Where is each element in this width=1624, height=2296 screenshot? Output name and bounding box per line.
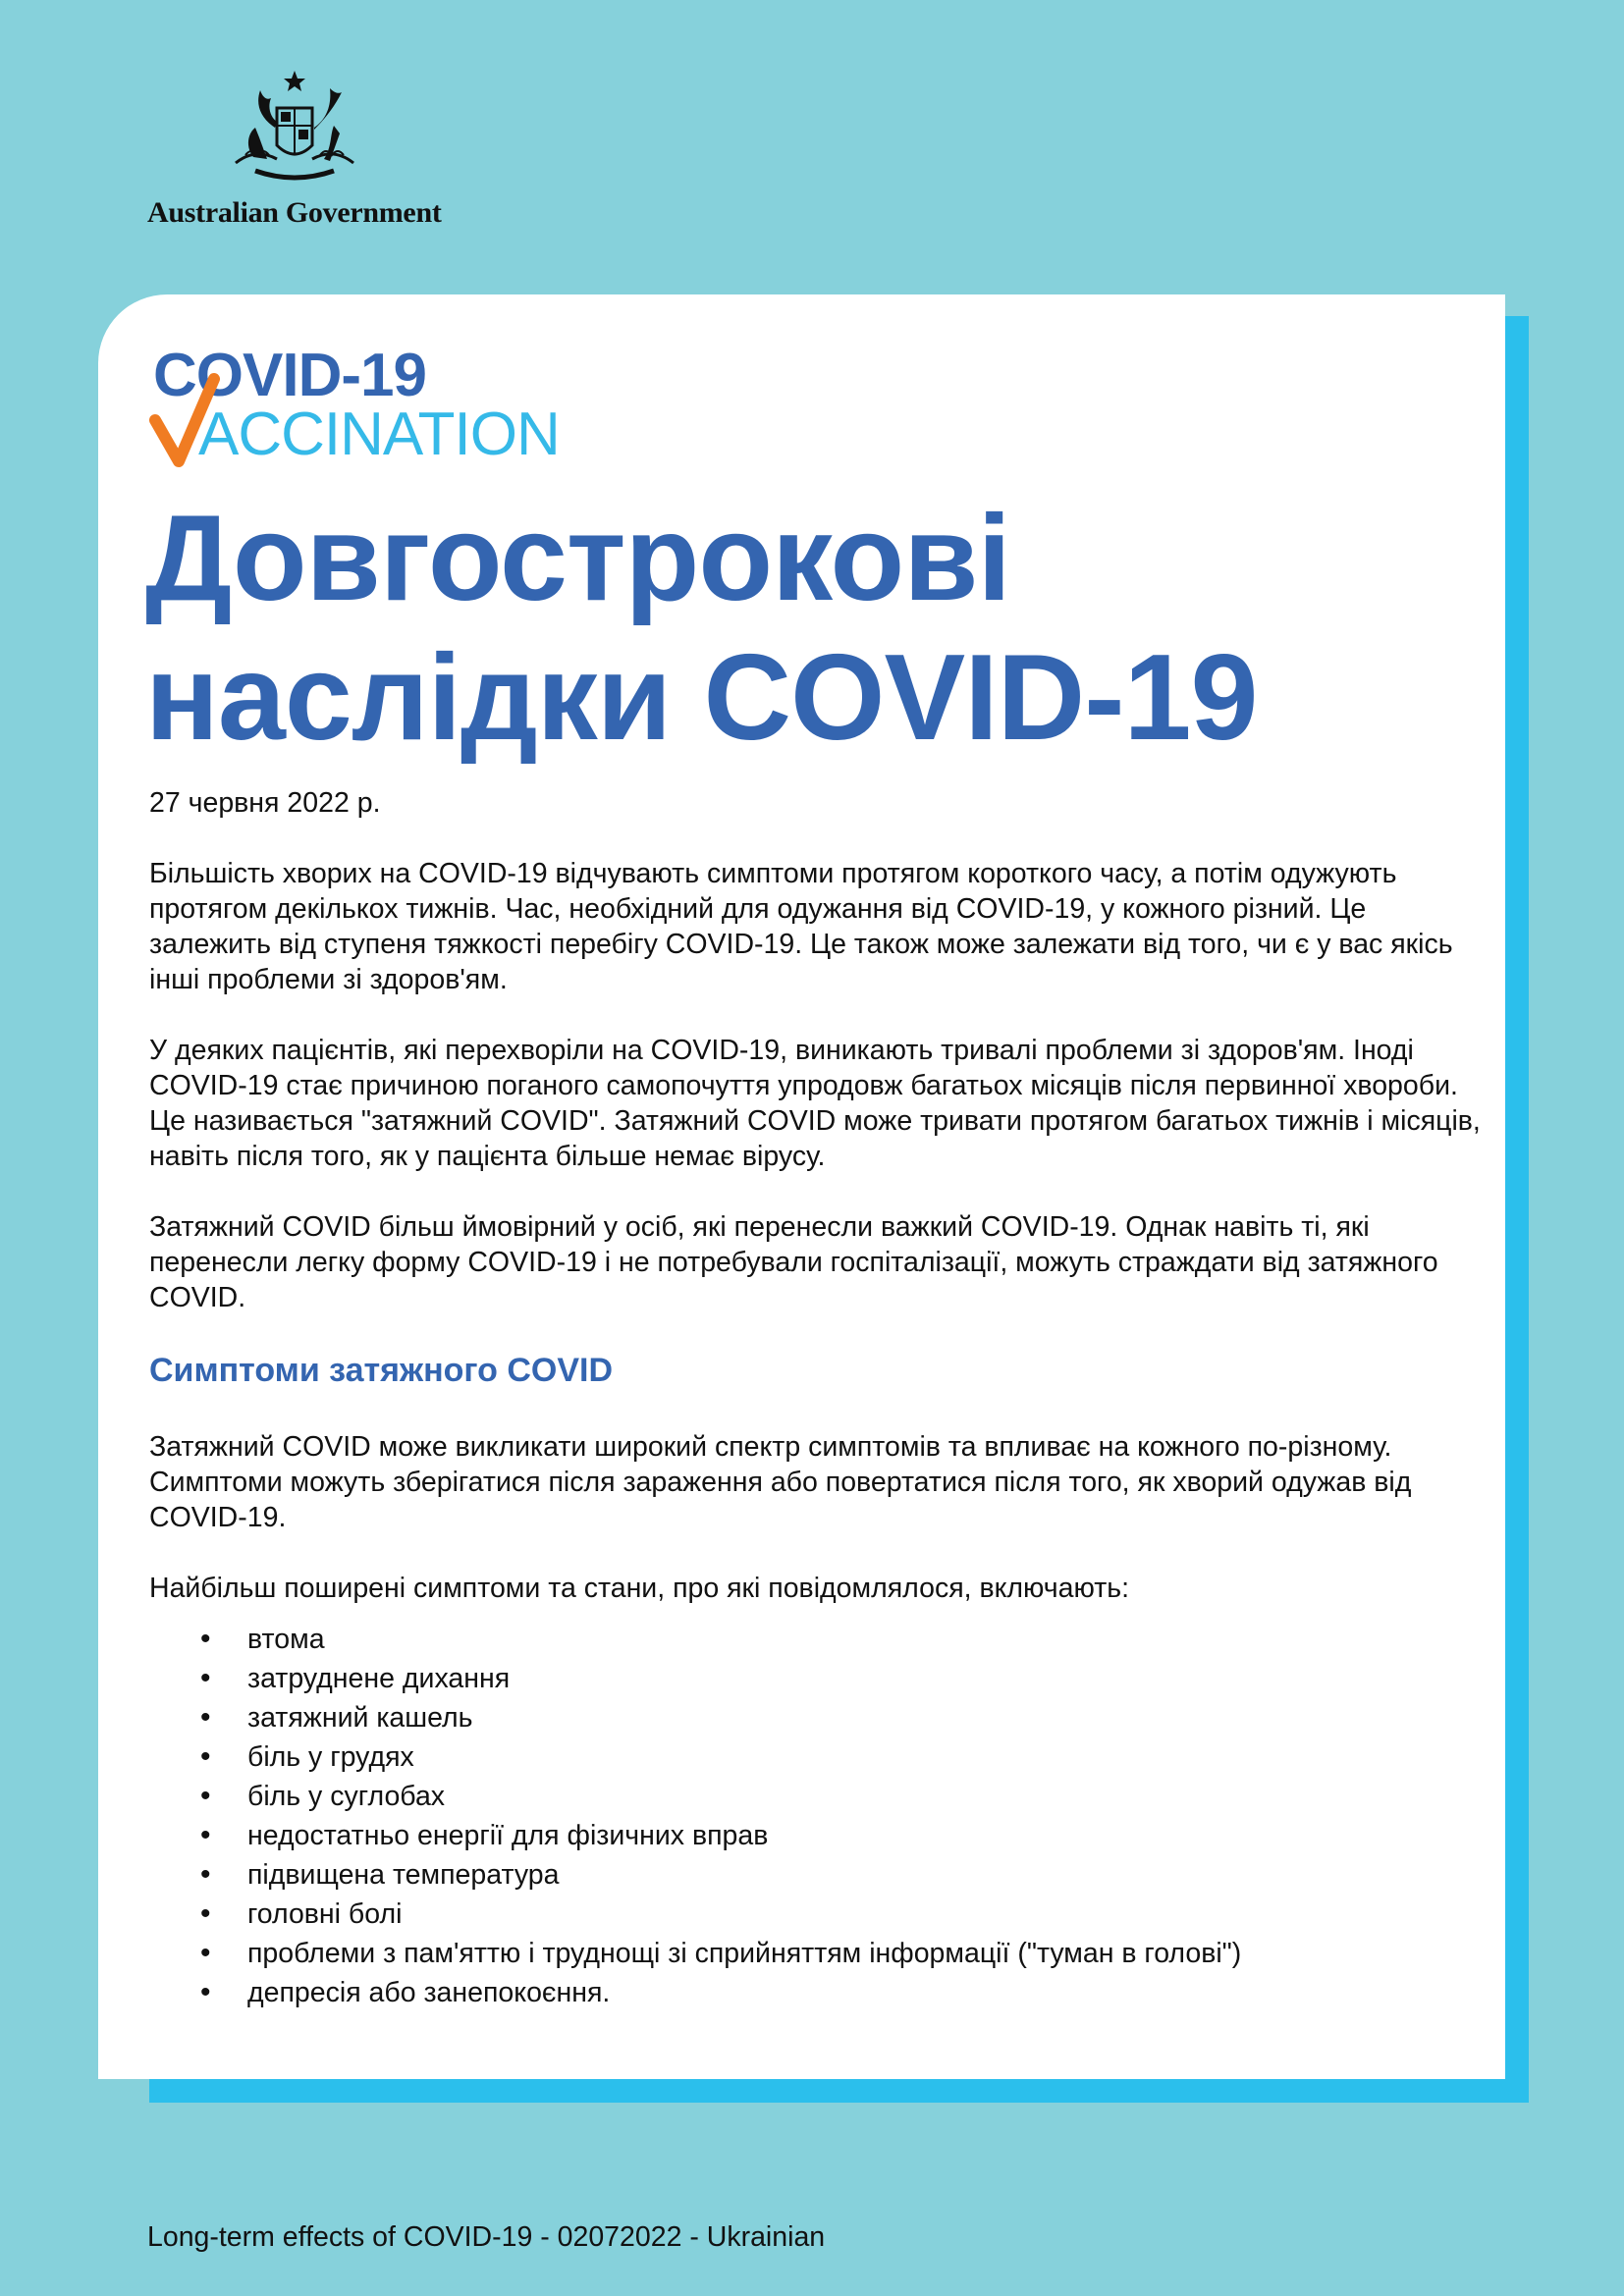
- risk-paragraph: Затяжний COVID більш ймовірний у осіб, які перенесли важкий COVID-19. Однак навіть ті, які перенесли легку форму COVID-19 і не потребували госпіталізації, можуть страждати від затяжного COVID.: [149, 1211, 1438, 1313]
- list-item: • депресія або занепокоєння.: [149, 1973, 1485, 2012]
- brand-line-covid: COVID-19: [153, 342, 426, 409]
- list-item: • затруднене дихання: [149, 1659, 1485, 1698]
- document-body: [149, 785, 1485, 2012]
- section-heading: Симптоми затяжного COVID: [149, 1352, 614, 1389]
- symptoms-list: [149, 1620, 1485, 2012]
- coat-of-arms-icon: [216, 69, 373, 187]
- symptoms-lead-paragraph: Найбільш поширені симптоми та стани, про які повідомлялося, включають:: [149, 1573, 1130, 1604]
- brand-line-vaccination: ACCINATION: [198, 400, 560, 468]
- list-item: • біль у суглобах: [149, 1777, 1485, 1816]
- content-card: [98, 294, 1505, 2079]
- footer-document-id: Long-term effects of COVID-19 - 02072022 - Ukrainian: [147, 2221, 826, 2253]
- long-covid-definition-paragraph: У деяких пацієнтів, які перехворіли на COVID-19, виникають тривалі проблеми зі здоров'ям. Іноді COVID-19 стає причиною поганого самопочуття упродовж багатьох місяців після первинної хвороби. Це називається "затяжний COVID". Затяжний COVID може тривати протягом багатьох тижнів і місяців, навіть після того, як у пацієнта більше немає вірусу.: [149, 1035, 1481, 1172]
- australian-government-logo: [147, 69, 461, 230]
- list-item: • проблеми з пам'яттю і труднощі зі сприйняттям інформації ("туман в голові"): [149, 1934, 1485, 1973]
- government-name: Australian Government: [147, 196, 442, 229]
- list-item: • затяжний кашель: [149, 1698, 1485, 1737]
- list-item: • головні болі: [149, 1895, 1485, 1934]
- page-title: Довгострокові наслідки COVID-19: [145, 491, 1258, 766]
- symptoms-intro-paragraph: Затяжний COVID може викликати широкий спектр симптомів та впливає на кожного по-різному. Симптоми можуть зберігатися після зараження або повертатися після того, як хворий одужав від COVID-19.: [149, 1431, 1412, 1533]
- covid-vaccination-logo: [149, 342, 601, 468]
- list-item: • втома: [149, 1620, 1485, 1659]
- intro-paragraph: Більшість хворих на COVID-19 відчувають симптоми протягом короткого часу, а потім одужують протягом декількох тижнів. Час, необхідний для одужання від COVID-19, у кожного різний. Це залежить від ступеня тяжкості перебігу COVID-19. Це також може залежати від того, чи є у вас якісь інші проблеми зі здоров'ям.: [149, 858, 1453, 995]
- list-item: • підвищена температура: [149, 1855, 1485, 1895]
- list-item: • недостатньо енергії для фізичних вправ: [149, 1816, 1485, 1855]
- list-item: • біль у грудях: [149, 1737, 1485, 1777]
- publication-date: 27 червня 2022 р.: [149, 787, 381, 819]
